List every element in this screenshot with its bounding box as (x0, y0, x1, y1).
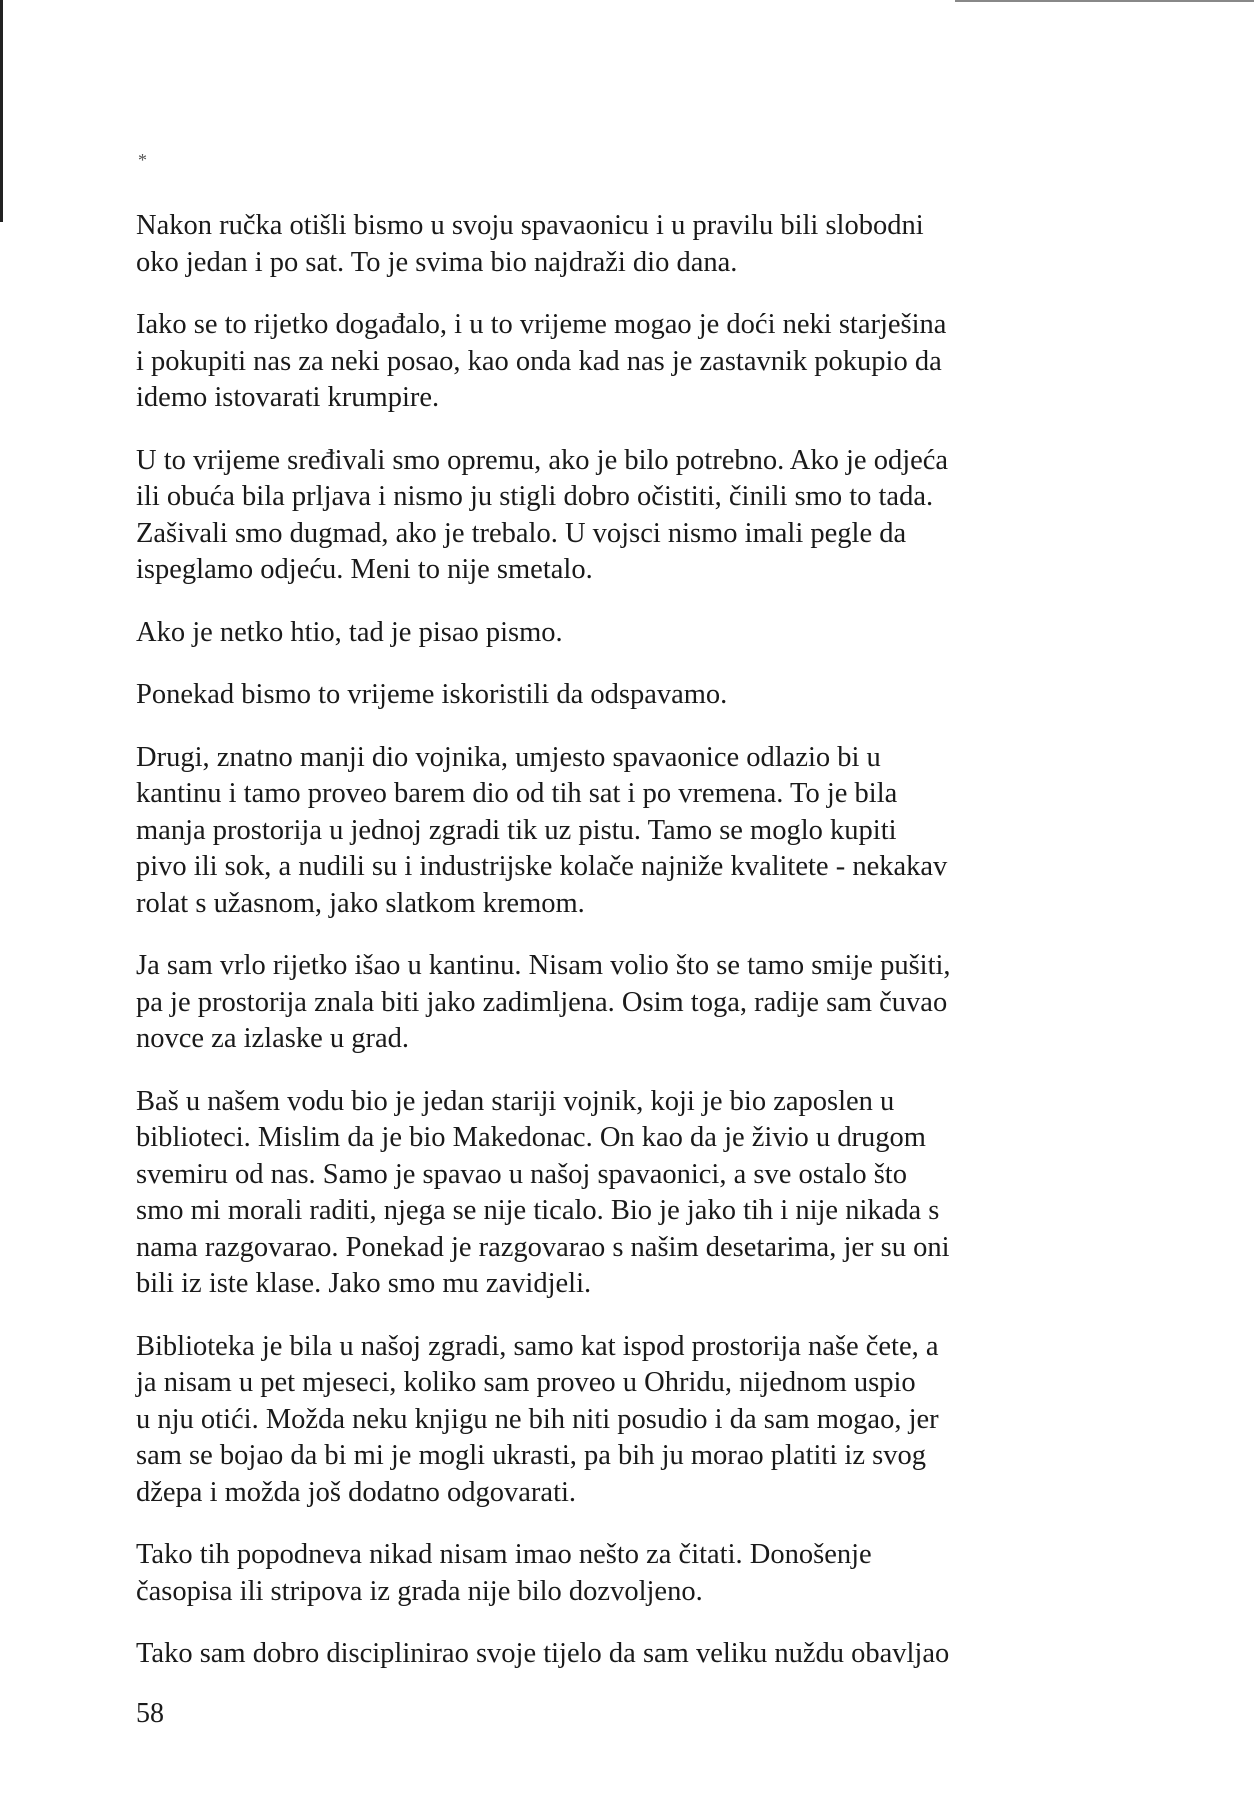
page-number: 58 (136, 1698, 164, 1729)
page-body (136, 208, 1114, 1699)
paragraph-1: Nakon ručka otišli bismo u svoju spavaonicu i u pravilu bili slobodni oko jedan i po sat. To je svima bio najdraži dio dana. (136, 210, 924, 278)
paragraph-7: Ja sam vrlo rijetko išao u kantinu. Nisam volio što se tamo smije pušiti, pa je prostorija znala biti jako zadimljena. Osim toga, radije sam čuvao novce za izlaske u grad. (136, 950, 951, 1054)
scan-edge-left (0, 0, 3, 222)
paragraph-4: Ako je netko htio, tad je pisao pismo. (136, 616, 563, 648)
paragraph-2: Iako se to rijetko događalo, i u to vrijeme mogao je doći neki starješina i pokupiti nas za neki posao, kao onda kad nas je zastavnik pokupio da idemo istovarati krumpire. (136, 309, 947, 413)
paragraph-10: Tako tih popodneva nikad nisam imao nešto za čitati. Donošenje časopisa ili stripova iz grada nije bilo dozvoljeno. (136, 1539, 872, 1607)
paragraph-6: Drugi, znatno manji dio vojnika, umjesto spavaonice odlazio bi u kantinu i tamo proveo barem dio od tih sat i po vremena. To je bila manja prostorija u jednoj zgradi tik uz pistu. Tamo se moglo kupiti pivo ili sok, a nudili su i industrijske kolače najniže kvalitete - nekakav rolat s užasnom, jako slatkom kremom. (136, 741, 948, 919)
paragraph-3: U to vrijeme sređivali smo opremu, ako je bilo potrebno. Ako je odjeća ili obuća bila prljava i nismo ju stigli dobro očistiti, činili smo to tada. Zašivali smo dugmad, ako je trebalo. U vojsci nismo imali pegle da ispeglamo odjeću. Meni to nije smetalo. (136, 444, 949, 585)
paragraph-8: Baš u našem vodu bio je jedan stariji vojnik, koji je bio zaposlen u biblioteci. Mislim da je bio Makedonac. On kao da je živio u drugom svemiru od nas. Samo je spavao u našoj spavaonici, a sve ostalo što smo mi morali raditi, njega se nije ticalo. Bio je jako tih i nije nikada s nama razgovarao. Ponekad je razgovarao s našim desetarima, jer su oni bili iz iste klase. Jako smo mu zavidjeli. (136, 1085, 950, 1299)
paragraph-9: Biblioteka je bila u našoj zgradi, samo kat ispod prostorija naše čete, a ja nisam u pet mjeseci, koliko sam proveo u Ohridu, nijednom uspio u nju otići. Možda neku knjigu ne bih niti posudio i da sam mogao, jer sam se bojao da bi mi je mogli ukrasti, pa bih ju morao platiti iz svog džepa i možda još dodatno odgovarati. (136, 1330, 939, 1508)
section-break-asterisk: * (138, 150, 147, 170)
paragraph-5: Ponekad bismo to vrijeme iskoristili da odspavamo. (136, 679, 728, 710)
paragraph-11: Tako sam dobro disciplinirao svoje tijelo da sam veliku nuždu obavljao (136, 1638, 950, 1669)
scan-edge-top (955, 0, 1254, 2)
